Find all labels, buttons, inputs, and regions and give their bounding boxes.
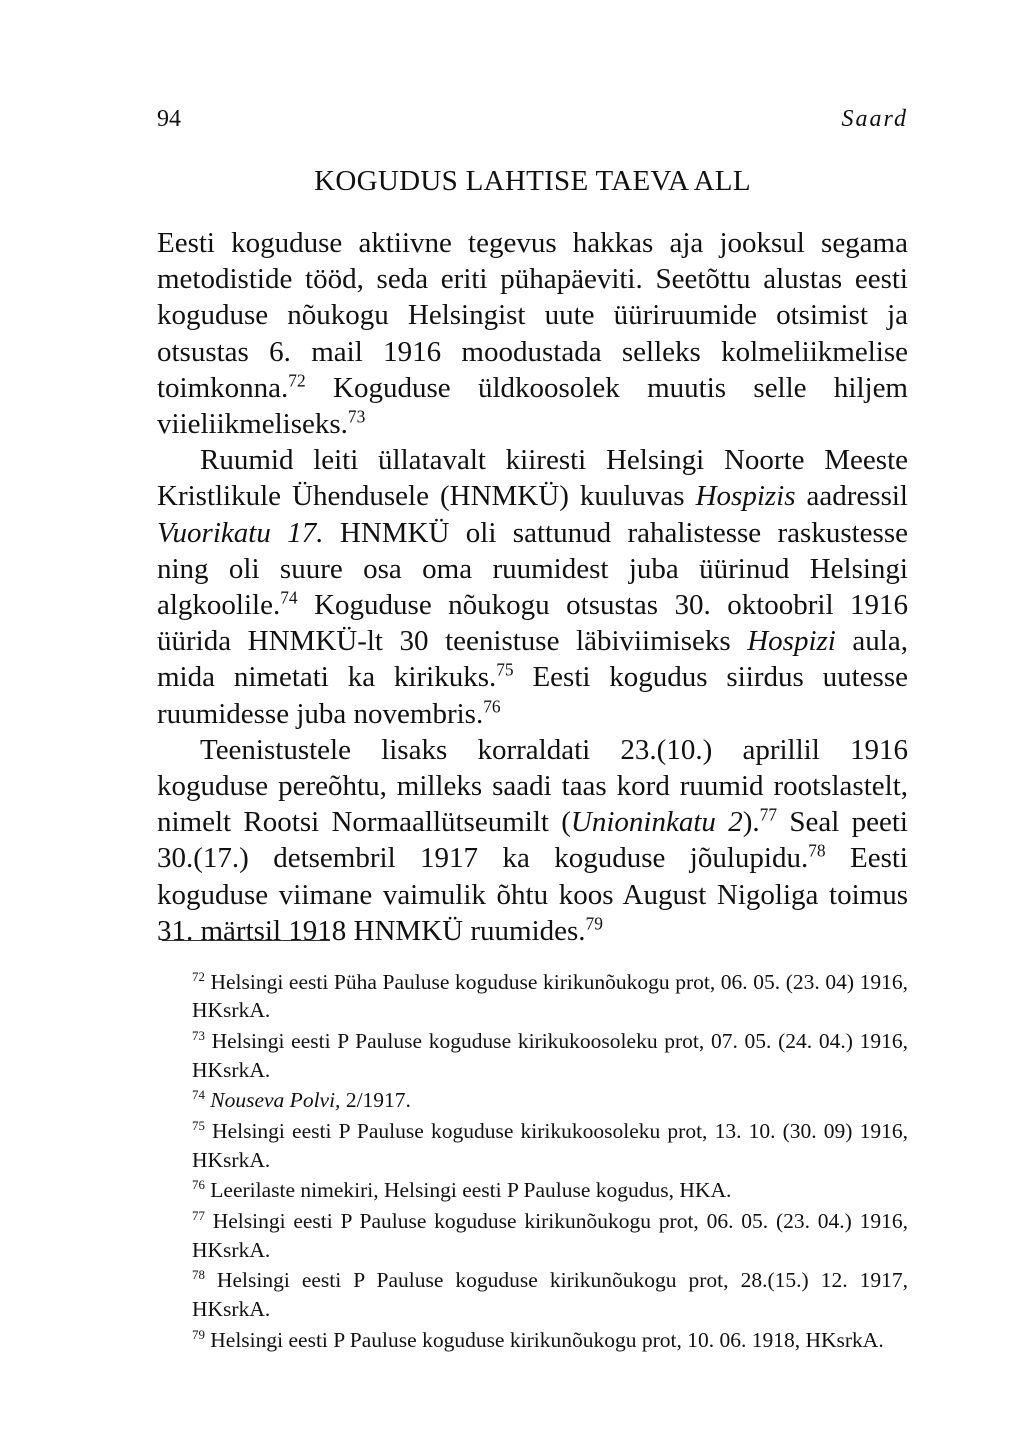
footnote-number: 74 [192,1088,205,1103]
footnote: $^{73}$ Helsingi eesti P Pauluse koguduse kirikukoosoleku prot, 07. 05. (24. 04.) 1916, HKsrkA. [192,1029,908,1082]
paragraph: Ruumid leiti üllatavalt kiiresti Helsingi Noorte Meeste Kristlikule Ühendusele (HNMKÜ) kuuluvas Hospizis aadressil Vuorikatu 17. HNMKÜ oli sattunud rahalistesse raskustesse ning oli suure osa oma ruumidest juba üürinud Helsingi algkoolile.$^{74}$ Koguduse nõukogu otsustas 30. oktoobril 1916 üürida HNMKÜ-lt 30 teenistuse läbiviimiseks Hospizi aula, mida nimetati ka kirikuks.$^{75}$ Eesti kogudus siirdus uutesse ruumidesse juba novembris.$^{76}$ [157,444,908,730]
footnote-ref: 75 [496,659,514,680]
footnote: $^{76}$ Leerilaste nimekiri, Helsingi eesti P Pauluse kogudus, HKA. [192,1178,732,1203]
footnote: $^{72}$ Helsingi eesti Püha Pauluse koguduse kirikunõukogu prot, 06. 05. (23. 04) 1916, HKsrkA. [192,969,908,1023]
footnote-number: 77 [192,1209,205,1224]
footnote: $^{79}$ Helsingi eesti P Pauluse koguduse kirikunõukogu prot, 10. 06. 1918, HKsrkA. [192,1327,884,1352]
footnote-ref: 76 [483,695,501,716]
body-text [157,225,908,949]
footnote-ref: 72 [288,370,306,391]
footnote-number: 79 [192,1327,205,1342]
footnote-ref: 74 [280,587,298,608]
footnotes [192,968,908,1356]
footnote-number: 75 [192,1119,205,1134]
footnote: $^{75}$ Helsingi eesti P Pauluse koguduse kirikukoosoleku prot, 13. 10. (30. 09) 1916, HKsrkA. [192,1119,908,1172]
section-title: KOGUDUS LAHTISE TAEVA ALL [314,165,751,197]
paragraph: Teenistustele lisaks korraldati 23.(10.) aprillil 1916 koguduse pereõhtu, milleks saadi taas kord ruumid rootslastelt, nimelt Rootsi Normaallütseumilt (Unioninkatu 2).$^{77}$ Seal peeti 30.(17.) detsembril 1917 ka koguduse jõulupidu.$^{78}$ Eesti koguduse viimane vaimulik õhtu koos August Nigoliga toimus 31. märtsil 1918 HNMKÜ ruumides.$^{79}$ [157,733,908,947]
page-number: 94 [157,106,181,132]
running-title: Saard [841,106,908,132]
footnote-ref: 77 [759,804,778,825]
paragraph: Eesti koguduse aktiivne tegevus hakkas aja jooksul segama metodistide tööd, seda eriti pühapäeviti. Seetõttu alustas eesti koguduse nõukogu Helsingist uute üüriruumide otsimist ja otsustas 6. mail 1916 moodustada selleks kolmeliikmelise toimkonna.$^{72}$ Koguduse üldkoosolek muutis selle hiljem viieliikmeliseks.$^{73}$ [157,227,908,441]
footnote-number: 72 [192,969,205,984]
footnote-ref: 73 [347,406,366,427]
footnote-number: 78 [192,1268,205,1283]
footnote: $^{74}$ Nouseva Polvi, 2/1917. [192,1088,411,1113]
footnote: $^{77}$ Helsingi eesti P Pauluse koguduse kirikunõukogu prot, 06. 05. (23. 04.) 1916, HKsrkA. [192,1209,908,1262]
footnote-number: 76 [192,1178,205,1193]
footnote-ref: 78 [808,840,826,861]
running-header [157,104,908,134]
footnote-number: 73 [192,1029,205,1044]
footnote-ref: 79 [585,913,603,934]
footnote: $^{78}$ Helsingi eesti P Pauluse koguduse kirikunõukogu prot, 28.(15.) 12. 1917, HKsrkA. [192,1268,908,1321]
footnote-divider [162,940,330,941]
